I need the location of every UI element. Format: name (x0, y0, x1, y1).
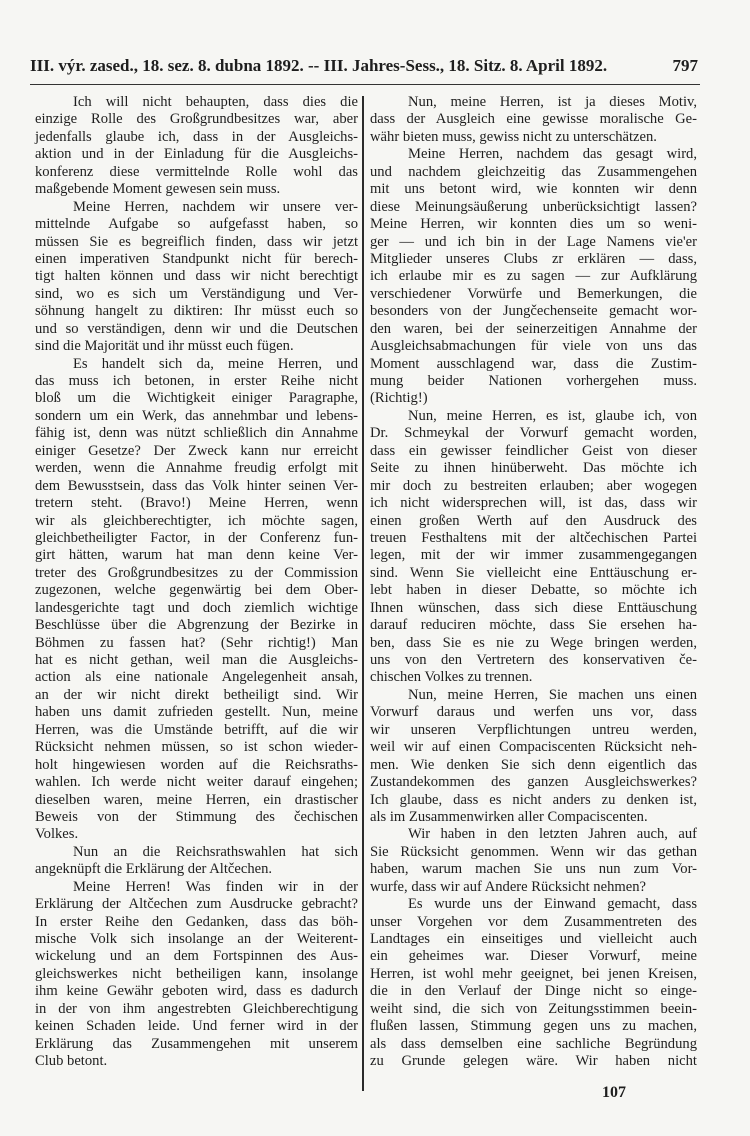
text-line: sind. Wenn Sie vielleicht eine Enttäuschung er- (370, 564, 697, 581)
signature-mark: 107 (602, 1084, 626, 1101)
paragraph (370, 826, 697, 896)
text-line: wurfe, dass wir auf Andere Rücksicht nehmen? (370, 878, 646, 895)
paragraph (35, 199, 358, 356)
text-line: müssen Sie es begreiflich finden, dass wir jetzt (35, 233, 358, 250)
text-line: einen großen Werth auf den Ausdruck des (370, 512, 697, 529)
paragraph (35, 94, 358, 199)
text-line: keinen Schaden leide. Und ferner wird in der (35, 1018, 358, 1035)
text-line: mische Volk sich insolange an der Weiterent- (35, 931, 358, 947)
text-line: als dass demselben eine sachliche Begründung (370, 1035, 697, 1052)
text-line: legen, mit der wir immer zusammengegangen (370, 547, 697, 564)
page-header (30, 56, 698, 82)
text-line: einzige Rolle des Großgrundbesitzes war, aber (35, 111, 358, 128)
text-line: Meine Herren, nachdem wir unsere ver- (73, 198, 358, 215)
text-line: bloß um die Wichtigkeit einiger Paragraphe, (35, 390, 358, 407)
text-line: Ihnen wünschen, dass sich diese Enttäuschung (370, 599, 697, 616)
text-line: Nun, meine Herren, es ist, glaube ich, von (408, 407, 697, 424)
right-column (370, 94, 697, 1071)
text-line: an der wir nicht direkt betheiligt sind. Wir (35, 686, 358, 703)
paragraph (370, 408, 697, 687)
text-line: ich nicht widersprechen will, ist das, dass wir (370, 495, 697, 512)
paragraph (35, 844, 358, 879)
text-line: Dr. Schmeykal der Vorwurf gemacht worden, (370, 425, 697, 442)
text-line: Meine Herren, wir konnten dies um so weni- (370, 216, 697, 233)
text-line: Volkes. (35, 826, 79, 843)
text-line: Landtages ein einseitiges und vielleicht auch (370, 931, 697, 947)
text-line: weil wir auf einen Compaciscenten Rücksicht neh- (370, 739, 697, 756)
text-line: diese Meinungsäußerung unberücksichtigt lassen? (370, 198, 697, 215)
text-line: zugezonen, welche gegenwärtig bei dem Ober- (35, 582, 358, 599)
text-line: Meine Herren! Was finden wir in der (73, 878, 358, 895)
text-line: Nun, meine Herren, ist ja dieses Motiv, (408, 94, 697, 110)
text-line: haben, warum machen Sie uns nun zum Vor- (370, 861, 697, 878)
text-line: verschiedener Vorwürfe und Bemerkungen, die (370, 285, 697, 302)
paragraph (35, 356, 358, 844)
text-line: mittelnde Aufgabe so aufgefasst haben, so (35, 216, 358, 233)
text-line: wickelung und an dem Fortspinnen des Aus- (35, 948, 358, 965)
text-line: wir unseren Verpflichtungen untreu werden, (370, 721, 697, 738)
text-line: sondern um ein Werk, das annehmbar und lebens- (35, 407, 358, 424)
text-line: Seite zu ihnen hinüberweht. Das möchte ich (370, 460, 697, 477)
text-line: dass der Ausgleich eine gewisse moralische Ge- (370, 111, 697, 128)
text-line: konferenz diese vermittelnde Rolle wohl das (35, 163, 358, 180)
text-line: ihm keine Gewähr geboten wird, dass es dadurch (35, 983, 358, 1000)
text-line: Böhmen zu fassen hat? (Sehr richtig!) Man (35, 634, 358, 651)
text-line: lebt haben in dieser Debatte, so möchte ich (370, 582, 697, 599)
text-line: gleichswerkes nicht betheiligen kann, insolange (35, 965, 358, 982)
text-line: tretern steht. (Bravo!) Meine Herren, wenn (35, 495, 358, 512)
text-line: Mitglieder unseres Clubs zr erklären — dass, (370, 250, 697, 267)
page-number: 797 (672, 56, 698, 75)
text-line: (Richtig!) (370, 390, 428, 407)
text-line: und nachdem gleichzeitig das Zusammengehen (370, 163, 697, 180)
text-line: Vorwurf daraus und werfen uns vor, dass (370, 704, 697, 721)
paragraph (370, 687, 697, 827)
text-line: Erklärung das Zusammengehen mit unserem (35, 1035, 358, 1052)
text-line: Erklärung der Altčechen zum Ausdrucke gebracht? (35, 896, 358, 913)
text-line: Herren, was die Umstände betrifft, auf die wir (35, 721, 358, 738)
text-line: haben uns damit zufrieden gestellt. Nun, meine (35, 704, 358, 721)
text-line: ger — und ich bin in der Lage Namens vie'er (370, 233, 697, 250)
text-line: dieselben waren, meine Herren, ein drastischer (35, 791, 358, 808)
text-line: Moment ausschlagend war, dass die Zustim- (370, 355, 697, 372)
text-line: Zustandekommen des ganzen Ausgleichswerkes? (370, 774, 697, 791)
text-line: hat es nicht gethan, weil man die Ausgleichs- (35, 652, 358, 668)
text-line: In erster Reihe den Gedanken, dass das böh- (35, 913, 358, 930)
text-line: unser Vorgehen vor dem Zusammentreten des (370, 913, 697, 930)
text-line: maßgebende Moment gewesen sein muss. (35, 181, 281, 198)
header-rule (30, 84, 700, 85)
text-line: Ausgleichsabmachungen für viele von uns das (370, 338, 697, 355)
text-line: Herren, ist wohl mehr geeignet, bei jenen Kreisen, (370, 965, 697, 982)
text-line: sind, wo es sich um Verständigung und Ver- (35, 285, 358, 302)
text-line: girt hätten, warum hat man denn keine Ver- (35, 547, 358, 564)
text-line: ben, dass Sie es nie zu Wege bringen werden, (370, 634, 697, 651)
paragraph (35, 879, 358, 1071)
text-line: werden, wenn die Annahme freudig erfolgt mit (35, 460, 358, 477)
text-line: uns von den Vertretern des konservativen če- (370, 652, 697, 668)
running-head: III. výr. zased., 18. sez. 8. dubna 1892. -- III. Jahres-Sess., 18. Sitz. 8. April 1892. (30, 56, 608, 75)
text-line: mit uns betont wird, wie konnten wir denn (370, 181, 697, 198)
text-line: dass ein gewisser feindlicher Geist von dieser (370, 442, 697, 459)
paragraph (370, 896, 697, 1070)
text-line: Es handelt sich da, meine Herren, und (73, 355, 358, 372)
text-line: ein geheimes war. Dieser Vorwurf, meine (370, 948, 697, 965)
text-line: den waren, bei der seinerzeitigen Annahme der (370, 320, 697, 337)
text-line: treuen Festhaltens mit der altčechischen Partei (370, 529, 697, 546)
text-line: angeknüpft die Erklärung der Altčechen. (35, 861, 273, 878)
text-line: Nun, meine Herren, Sie machen uns einen (408, 686, 697, 703)
text-line: mir doch zu bestreiten erlauben; aber wogegen (370, 477, 697, 494)
text-line: Wir haben in den letzten Jahren auch, auf (408, 826, 697, 843)
text-line: treter des Großgrundbesitzes zu der Commission (35, 564, 358, 581)
text-line: sind die Majorität und ihr müsst euch fügen. (35, 338, 294, 355)
text-line: fähig ist, denn was nützt schließlich din Annahme (35, 425, 358, 442)
text-line: Meine Herren, nachdem das gesagt wird, (408, 146, 697, 163)
text-line: Nun an die Reichsrathswahlen hat sich (73, 843, 358, 860)
text-line: dem Bewusstsein, dass das Volk hinter seinen Ver- (35, 477, 358, 494)
text-line: Es wurde uns der Einwand gemacht, dass (408, 896, 697, 913)
paragraph (370, 94, 697, 146)
text-line: söhnung hangelt zu diktiren: Ihr müsst euch so (35, 303, 358, 320)
text-line: ich erlaube mir es zu sagen — zur Aufklärung (370, 268, 697, 285)
text-line: Beweis von der Stimmung des čechischen (35, 808, 358, 825)
text-line: Club betont. (35, 1053, 108, 1070)
text-line: holt hingewiesen worden auf die Reichsraths- (35, 756, 358, 773)
text-line: als im Zusammenwirken aller Compaciscenten. (370, 808, 648, 825)
text-line: das muss ich betonen, in erster Reihe nicht (35, 373, 358, 389)
text-line: währ bieten muss, gewiss nicht zu unterschätzen. (370, 128, 657, 145)
text-line: besonders von der Jungčechenseite gemacht wor- (370, 303, 697, 320)
column-divider (362, 96, 364, 1091)
text-line: men. Wie denken Sie sich denn eigentlich das (370, 756, 697, 773)
text-line: wahlen. Ich werde nicht weiter darauf eingehen; (35, 774, 358, 791)
text-line: jedenfalls glaube ich, dass in der Ausgleichs- (35, 128, 358, 145)
text-line: wir als gleichberechtigter, ich möchte sagen, (35, 512, 358, 529)
text-line: Ich will nicht behaupten, dass dies die (73, 94, 358, 110)
text-line: landesgerichte tagt und doch ziemlich wichtige (35, 599, 358, 616)
text-line: mung beider Nationen vorhergehen muss. (370, 373, 697, 389)
text-line: Ich glaube, dass es nicht anders zu denken ist, (370, 791, 697, 808)
paragraph (370, 146, 697, 408)
text-line: einen imperativen Standpunkt nicht für berech- (35, 250, 358, 267)
text-line: die in den Verlauf der Dinge nicht so einge- (370, 983, 697, 1000)
text-line: Sie Rücksicht genommen. Wenn wir das gethan (370, 843, 697, 860)
text-line: tigt halten können und dass wir nicht berechtigt (35, 268, 358, 285)
left-column (35, 94, 358, 1071)
text-line: darauf reduciren möchte, dass Sie ersehen ha- (370, 617, 697, 634)
text-line: aktion und in der Einladung für die Ausgleichs- (35, 146, 358, 163)
text-line: flußen lassen, Stimmung gegen uns zu machen, (370, 1018, 697, 1035)
text-line: und so verständigen, denn wir und die Deutschen (35, 320, 358, 337)
text-line: gleichbetheiligter Factor, in der Conferenz fun- (35, 529, 358, 546)
text-line: zu Grunde gelegen wäre. Wir haben nicht (370, 1053, 697, 1070)
text-line: chischen Volkes zu trennen. (370, 669, 533, 686)
text-line: in der von ihm angestrebten Gleichberechtigung (35, 1000, 358, 1017)
text-line: action als eine nationale Angelegenheit ansah, (35, 669, 358, 686)
text-line: einiger Gesetze? Der Zweck kann nur erreicht (35, 442, 358, 459)
text-line: Beschlüsse über die Abgrenzung der Bezirke in (35, 617, 358, 634)
text-line: weiht sind, die sich von Zeitungsstimmen beein- (370, 1000, 697, 1017)
text-line: Rücksicht nehmen müssen, so ist schon wieder- (35, 739, 358, 756)
